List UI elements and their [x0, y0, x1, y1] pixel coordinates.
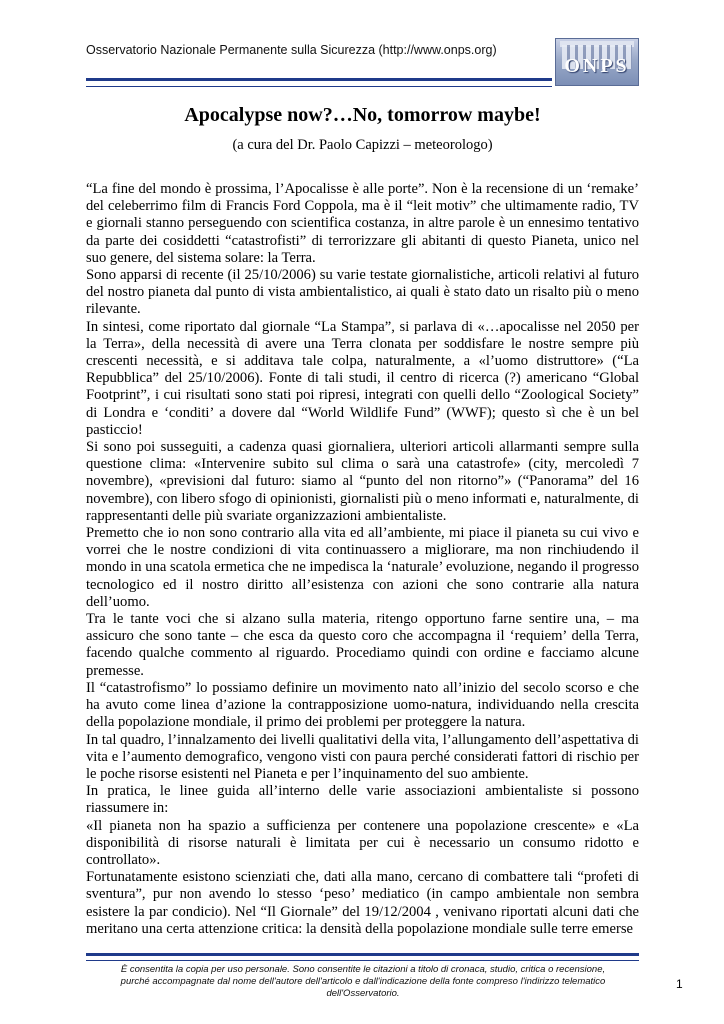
paragraph: Tra le tante voci che si alzano sulla materia, ritengo opportuno farne sentire una, – ma assicuro che sono tante – che esca da questo coro che accompagna il ‘requiem’ della Terra, facendo qualche commento al riguardo. Procediamo quindi con ordine e facciamo alcune premesse. [86, 611, 639, 679]
paragraph: Si sono poi susseguiti, a cadenza quasi giornaliera, ulteriori articoli allarmanti sempre sulla questione clima: «Intervenire subito sul clima o sarà una catastrofe» (city, mercoledì 7 novembre), «previsioni dal futuro: siamo al “punto del non ritorno”» (“Panorama” del 16 novembre), con libero sfogo di opinionisti, giornalisti più o meno informati e, naturalmente, di rappresentanti delle più svariate organizzazioni ambientaliste. [86, 439, 639, 524]
paragraph: In pratica, le linee guida all’interno delle varie associazioni ambientaliste si possono riassumere in: [86, 783, 639, 817]
header-text: Osservatorio Nazionale Permanente sulla Sicurezza (http://www.onps.org) [86, 43, 497, 57]
paragraph: «Il pianeta non ha spazio a sufficienza per contenere una popolazione crescente» e «La disponibilità di risorse naturali è limitata per cui è necessario un consumo ridotto e controllato». [86, 817, 639, 868]
paragraph: Sono apparsi di recente (il 25/10/2006) su varie testate giornalistiche, articoli relativi al futuro del nostro pianeta dal punto di vista ambientalistico, ai quali è stato dato un risalto più o meno rilevante. [86, 267, 639, 318]
footer-divider [86, 953, 639, 961]
article-body [86, 181, 639, 938]
paragraph: Fortunatamente esistono scienziati che, dati alla mano, cercano di combattere tali “profeti di sventura”, pur non avendo lo stesso ‘peso’ mediatico (in campo ambientale non sembra esistere la par condicio). Nel “Il Giornale” del 19/12/2004 , venivano riportati alcuni dati che meritano una certa attenzione critica: la densità della popolazione mondiale sulle terre emerse [86, 869, 639, 937]
page-number: 1 [676, 977, 683, 991]
header-divider [86, 78, 552, 87]
paragraph: In sintesi, come riportato dal giornale “La Stampa”, si parlava di «…apocalisse nel 2050 per la Terra», della necessità di avere una Terra clonata per soddisfare le nostre sempre più crescenti necessità, e si additava tale colpa, naturalmente, a «l’uomo distruttore» (“La Repubblica” del 25/10/2006). Fonte di tali studi, il centro di ricerca (?) americano “Global Footprint”, i cui risultati sono stati poi ripresi, integrati con quelli dello “Zoological Society” di Londra e ‘conditi’ a dovere dal “World Wildlife Fund” (WWF); questo sì che è un bel pasticcio! [86, 318, 639, 438]
paragraph: Premetto che io non sono contrario alla vita ed all’ambiente, mi piace il pianeta su cui vivo e vorrei che le nostre condizioni di vita continuassero a migliorare, ma non rinchiudendo il mondo in una scatola ermetica che ne impedisca la ‘naturale’ evoluzione, negando il progresso tecnologico ed il nostro diritto all’esistenza con azioni che sono contrarie alla natura dell’uomo. [86, 525, 639, 610]
onps-logo [555, 38, 639, 86]
logo-text: ONPS [564, 55, 630, 77]
article-subtitle: (a cura del Dr. Paolo Capizzi – meteorologo) [232, 137, 493, 153]
paragraph: “La fine del mondo è prossima, l’Apocalisse è alle porte”. Non è la recensione di un ‘remake’ del celeberrimo film di Francis Ford Coppola, ma è il “leit motiv” che ultimamente radio, TV e giornali stanno perseguendo con scientifica costanza, in altre parole è un ennesimo tentativo da parte dei cosiddetti “catastrofisti” di terrorizzare gli abitanti di questo Pianeta, unico nel suo genere, del sistema solare: la Terra. [86, 181, 639, 266]
paragraph: In tal quadro, l’innalzamento dei livelli qualitativi della vita, l’allungamento dell’aspettativa di vita e l’aumento demografico, vengono visti con paura perché considerati fattori di rischio per le poche risorse esistenti nel Pianeta e per l’inquinamento del suo ambiente. [86, 731, 639, 782]
article-title: Apocalypse now?…No, tomorrow maybe! [184, 104, 541, 126]
footer-notice: È consentita la copia per uso personale. Sono consentite le citazioni a titolo di cronaca, studio, critica o recensione, purché accompagnate dal nome dell'autore dell'articolo e dall'indicazione della fonte compreso l'indirizzo telematico dell'Osservatorio. [120, 964, 606, 999]
paragraph: Il “catastrofismo” lo possiamo definire un movimento nato all’inizio del secolo scorso e che ha avuto come linea d’azione la contrapposizione uomo-natura, individuando nella crescita della popolazione mondiale, il primo dei problemi per proteggere la natura. [86, 679, 639, 731]
